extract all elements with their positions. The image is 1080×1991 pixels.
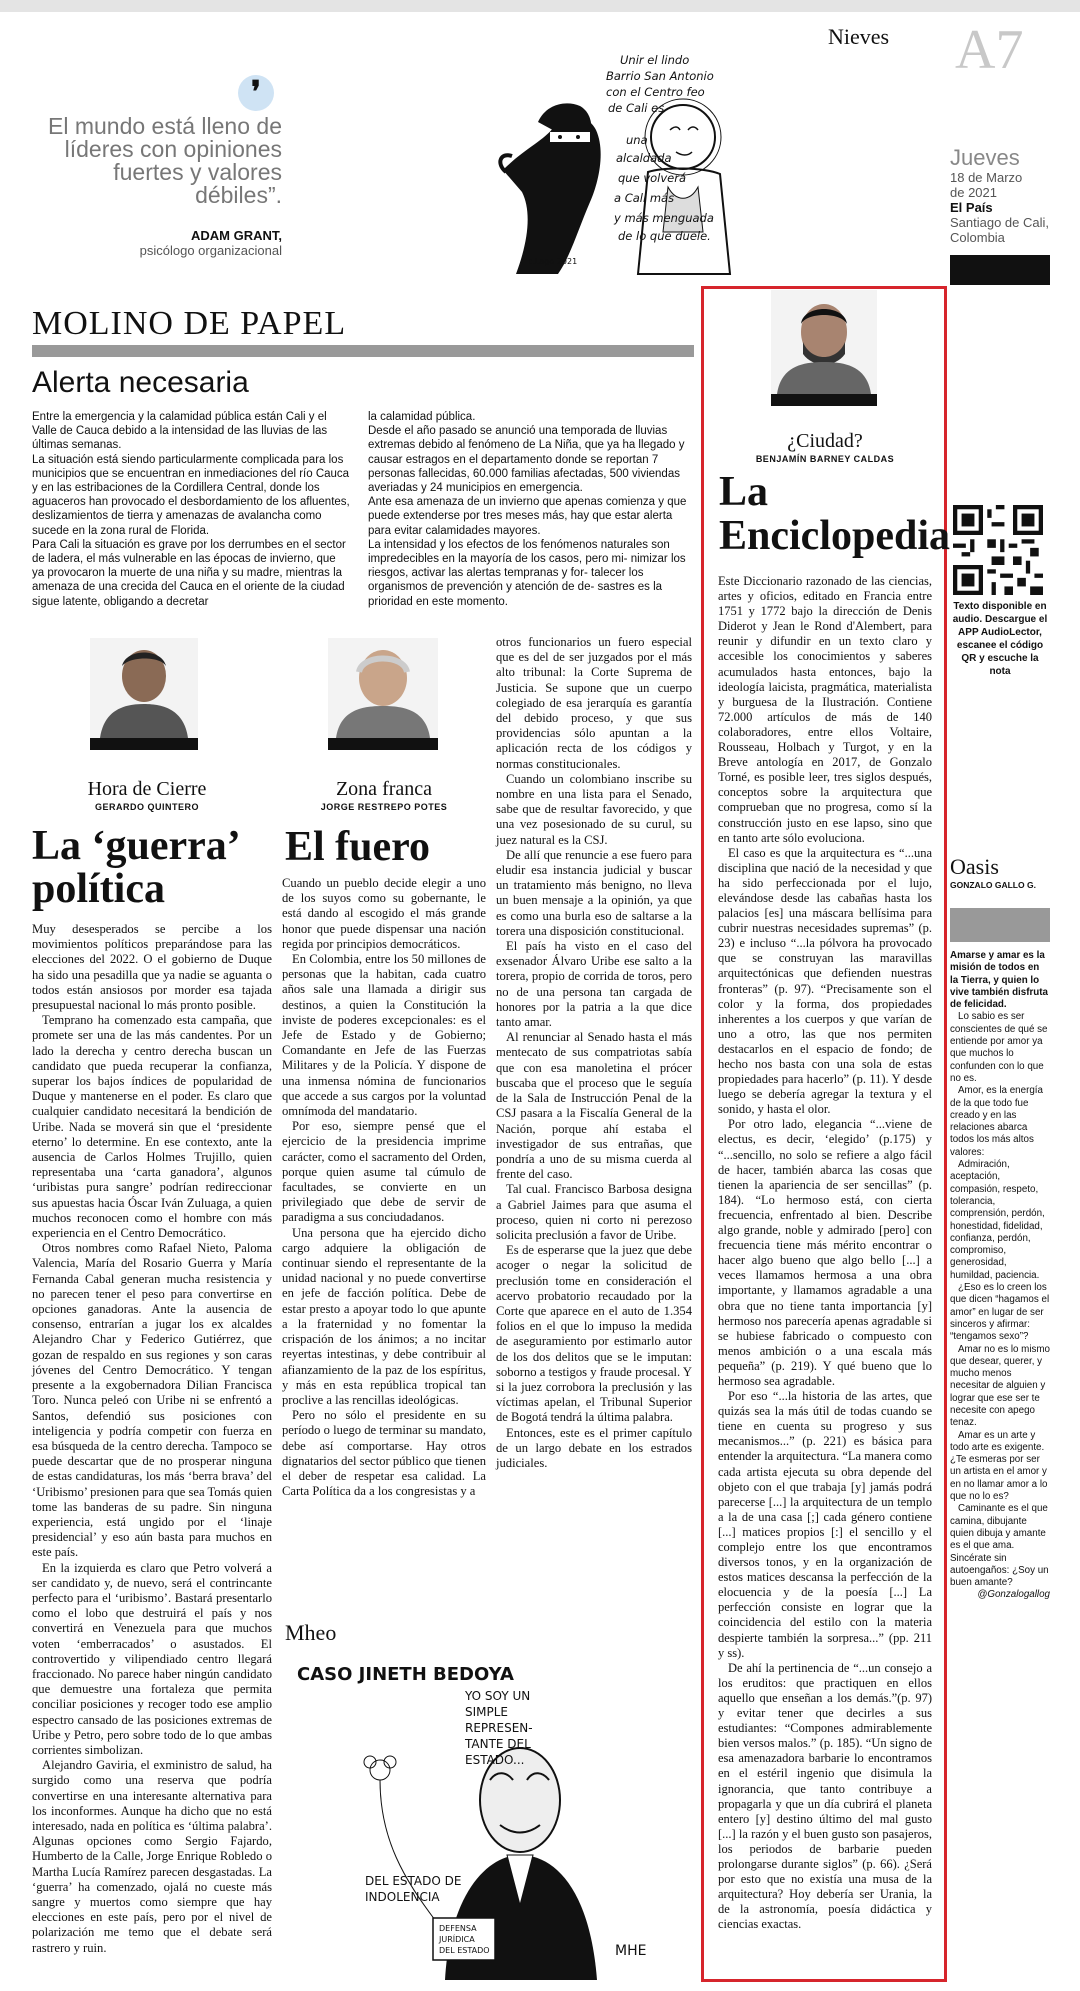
- column-author: BENJAMÍN BARNEY CALDAS: [755, 454, 895, 464]
- cartoon-line: Unir el lindo: [620, 53, 690, 67]
- quote-text: El mundo está lleno de líderes con opiniones fuertes y valores débiles”.: [48, 113, 282, 208]
- column-headline: El fuero: [285, 824, 431, 870]
- column-body: Este Diccionario razonado de las ciencias, artes y oficios, editado en Francia entre 1751 y 1772 bajo la dirección de Denis Diderot y Jean le Rond d'Alembert, para reunir y difundir en un texto claro y accesible los conocimientos y saberes acumulados hasta entonces, bajo la ideología laicista, pragmática, materialista y burguesa de la Ilustración. Contiene 72.000 artículos de más de 140 colaboradores, entre ellos Voltaire, Rousseau, Holbach y Turgot, y en la Breve antología en 2017, de Gonzalo Torné, es posible leer, tres siglos después, conceptos sobre la arquitectura que comprueban que no progresa, como sí la construcción justo en ese lapso, sino que en tanto arte sólo evoluciona. El caso es que la arquitectura es “...una disciplina que nació de la necesidad y que ha sido perfeccionada por el lujo, elevándose desde las cabañas hasta los palacios [es] una máscara bellísima para cubrir nuestras necesidades supremas” (p. 23) e incluso “...la pólvora ha provocado que se construyan las maravillas arquitectónicas que defienden nuestras fronteras” (p. 97). “Precisamente son el color y la forma, dos propiedades inherentes a los cuerpos y que varían de uno a otro, las que nos permiten destacarlos en el espacio de fondo; de hecho nos basta con una sola de estas propiedades para hacerlo” (p. 11). Y desde luego se debería agregar la textura y el sonido, y hasta el olor. Por otro lado, elegancia “...viene de electus, es decir, ‘elegido’ (p.175) y “...sencillo, no solo se refiere a algo fácil de hacer, también abarca las cosas que tienen la apariencia de ser sencillas” (p. 184). “Lo hermoso está, con cierta frecuencia, enfrentado al bien. Describe algo grande, noble y admirado [pero] con frecuencia tiene más mérito encontrar o hacer algo bueno que algo bello [...] a veces llamamos hermosa a una obra importante, y llamamos agradable a una obra que no tiene tanta importancia [y] hermoso nos parecería apenas agradable si se hubiese fabricado o compuesto con menos ambición o a una escala más pequeña” (p. 219). Y qué bueno que lo hermoso sea agradable. Por eso “...la historia de las artes, que quizás sea la más útil de todas cuando se tiene en cuenta su progreso y sus mecanismos...” (p. 221) es básica para entender la arquitectura. “La manera como cada artista ejecuta su obra depende del objeto con el que trabaja [y] jamás podrá parecerse [...] la arquitectura de un templo a la de una casa [;] cada género contiene [...] matices propios [:] el sencillo y el complejo entre los que encontramos diversos tonos, y en la organización de estos matices descansa la perfección de la elocuencia y de la poesía [...] La perfección consiste en lograr que la coincidencia del estilo con la materia despierte también la sorpresa...” (pp. 211 y ss). De ahí la pertinencia de “...un consejo a los eruditos: que practiquen en ellos aquello que enseñan a los demás.”(p. 97) y evitar tener que decirles a sus estudiantes: “Compones admirablemente bien versos malos.” (p. 185). “Un signo de esa amenazadora barbarie lo encontramos en el estéril ingenio que disimula la ignorancia, que tanto contribuye a propagarla y que un día cubrirá el planeta entero [y] destino último del mal gusto [...] la razón y el buen gusto son pasajeros, los periodos de barbarie pueden prolongarse durante siglos” (p. 66). ¿Será por esto que no existía una musa de la arquitectura? Hoy debería ser Urania, la de la astronomía, poesía didáctica y ciencias exactas.: [718, 574, 932, 1932]
- cartoon-line: de lo que duele.: [618, 229, 711, 243]
- oasis-body: Amarse y amar es la misión de todos en la Tierra, y quien lo vive también disfruta de felicidad. Lo sabio es ser conscientes de qué se entiende por amor ya que muchos lo confunden con lo que no es. Amor, es la energía de la que todo fue creado y en las relaciones abarca todos los más altos valores: Admiración, aceptación, compasión, respeto, tolerancia, comprensión, perdón, honestidad, fidelidad, confianza, perdón, compromiso, generosidad, humildad, paciencia. ¿Eso es lo creen los que dicen “hagamos el amor” en lugar de ser sinceros y afirmar: “tengamos sexo”? Amar no es lo mismo que desear, querer, y mucho menos necesitar de alguien y lograr que ese ser te necesite con apego tenaz. Amar es un arte y todo arte es exigente. ¿Te esmeras por ser un artista en el amor y en no llamar amor a lo que no lo es? Caminante es el que camina, dibujante quien dibuja y amante es el que ama. Sincérate sin autoengaños: ¿Soy un buen amante? @Gonzalogallog: [950, 950, 1051, 1601]
- bubble-line: YO SOY UN: [465, 1689, 531, 1703]
- editorial-cartoon: [498, 52, 788, 277]
- date-day: Jueves: [950, 145, 1020, 170]
- column-kicker: Hora de Cierre: [87, 778, 207, 800]
- column-headline: La ‘guerra’ política: [32, 823, 241, 912]
- column-body: Muy desesperados se percibe a los movimientos políticos preparándose para las elecciones del 2022. O el gobierno de Duque ha sido una pesadilla que ya nadie se aguanta o todos están ansiosos por morder esa tajada presupuestal nacional lo más pronto posible. Temprano ha comenzado esta campaña, que promete ser una de las más candentes. Por un lado la derecha y centro derecha buscan un candidato que pueda recuperar la confianza, superar los bajos índices de popularidad de Duque y mantenerse en el poder. Es claro que cualquier candidato necesitará la bendición de Uribe. Nada se moverá sin que el ‘presidente eterno’ lo determine. En ese contexto, ante la ausencia de Carlos Holmes Trujillo, quien representaba una ‘carta ganadora’, algunos ‘uribistas pura sangre’ podrían redireccionar sus apuestas hacia Óscar Iván Zuluaga, a quien muchos reconocen como el hombre con más experiencia en el Centro Democrático. Otros nombres como Rafael Nieto, Paloma Valencia, María del Rosario Guerra y María Fernanda Cabal generan mucha resistencia y no parecen tener el peso para convertirse en opciones ganadoras. Ante la ausencia de consenso, entrarían a jugar los ex alcaldes Alejandro Char y Federico Gutiérrez, que gozan de respaldo en sus regiones y son caras jóvenes del Centro Democrático. Y tengan presente a la exgobernadora Dilian Francisca Toro. Nunca peleó con Uribe ni se enfrentó a Santos, defendió sus posiciones con inteligencia y podría competir con fuerza en esa búsqueda de la centro derecha. Tampoco se puede descartar que de no prosperar ninguna de estas candidaturas, los más ‘berra brava’ del ‘Uribismo’ presionen para que sea Tomás quien tome las banderas de su padre. Sin ninguna experiencia, está ungido por el ‘linaje presidencial’ y eso aún basta para muchos en este país. En la izquierda es claro que Petro volverá a ser candidato y, de nuevo, será el contrincante perfecto para el ‘uribismo’. Bastará presentarlo como el lobo que destruirá el país y nos convertirá en Venezuela para que muchos voten ‘emberracados’ o asustados. El controvertido y vilipendiado centro llegará fraccionado. No parece haber ningún candidato que demuestre una fortaleza que permita conciliar posiciones y recoger todo ese amplio espectro cansado de las posiciones extremas de Uribe y Petro, pero sobre todo de lo que ambas corrientes simbolizan. Alejandro Gaviria, el exministro de salud, ha surgido como una reserva que podría convertirse en una interesante alternativa para los inconformes. Aunque ha dicho que no está interesado, nada en política es ‘última palabra’. Algunas opciones como Sergio Fajardo, Humberto de la Calle, Jorge Enrique Robledo o Martha Lucía Ramírez parecen desgastadas. La ‘guerra’ ha comenzado, ojalá no cueste más sangre y muertos como siempre que hay elecciones en este país, pero por el nivel de polarización me temo que el debate será rastrero y ruin.: [32, 922, 272, 1955]
- oasis-bar: [950, 908, 1050, 942]
- cartoon-line: y más menguada: [614, 211, 714, 225]
- sign-text: DEFENSA: [439, 1924, 477, 1933]
- top-strip: [0, 0, 1080, 12]
- oasis-author: GONZALO GALLO G.: [950, 880, 1036, 890]
- quote-icon: ❜: [238, 75, 274, 111]
- sign-text: JURÍDICA: [439, 1935, 475, 1944]
- section-title: MOLINO DE PAPEL: [32, 305, 347, 342]
- column-kicker: ¿Ciudad?: [787, 430, 863, 452]
- author-photo: [90, 638, 198, 750]
- column-author: GERARDO QUINTERO: [94, 802, 199, 812]
- quote-author: ADAM GRANT,: [191, 228, 282, 243]
- sign-text: DEL ESTADO: [439, 1946, 490, 1955]
- cartoon-line: Barrio San Antonio: [606, 69, 714, 83]
- date-block: 18 de Marzo de 2021 El País Santiago de Cali, Colombia: [950, 170, 1050, 245]
- cartoon-signature: c.Lago 2021: [528, 257, 578, 266]
- author-photo: [328, 638, 438, 750]
- date-bar: [950, 255, 1050, 285]
- cartoon-title: CASO JINETH BEDOYA: [297, 1664, 514, 1685]
- editorial-title: Alerta necesaria: [32, 366, 249, 399]
- cartoon-line: que volverá: [618, 171, 687, 185]
- cartoon-line: una: [626, 133, 648, 147]
- column-body: otros funcionarios un fuero especial que es del de ser juzgados por el más alto tribunal: la Corte Suprema de Justicia. Se supone que un cuerpo colegiado de esa jerarquía es garantía del debido proceso, y que sus providencias sólo apuntan a la aplicación recta de los códigos y normas constitucionales. Cuando un colombiano inscribe su nombre en una lista para el Senado, sabe que de resultar favorecido, y que una vez posesionado de su curul, su juez natural es la CSJ. De allí que renuncie a ese fuero para eludir esa instancia judicial y buscar un tratamiento más benigno, no lleva un buen mensaje a la opinión, ya que es como una burla eso de saltarse a la torera una disposición constitucional. El país ha visto en el caso del exsenador Álvaro Uribe ese salto a la torera, propio de corrida de toros, pero no de una persona tan cargada de honores por la patria a la que dice tanto amar. Al renunciar al Senado hasta el más mentecato de sus compatriotas sabía que con esa manoletina el prócer buscaba que el proceso que le seguía de la Sala de Instrucción Penal de la CSJ pasara a la Fiscalía General de la Nación, porque ahí estaba el investigador de sus entrañas, que pondría a uno de su misma cuerda al frente del caso. Tal cual. Francisco Barbosa designa a Gabriel Jaimes para que asuma el proceso, quien ni corto ni perezoso solicita preclusión a favor de Uribe. Es de esperarse que la juez que debe acoger o negar la solicitud de preclusión tome en consideración el acervo probatorio recaudado por la Corte que aparece en el auto de 1.354 folios en el que lo impuso la medida de aseguramiento por estimarlo autor de los dos delitos que se le imputan: soborno a testigos y fraude procesal. Y si la juez corrobora la preclusión y las víctimas apelan, el Tribunal Superior de Bogotá tendrá la última palabra. Entonces, este es el primer capítulo de un largo debate en los estrados judiciales.: [496, 635, 692, 1470]
- qr-caption: Texto disponible en audio. Descargue el APP AudioLector, escanee el código QR y escuche la nota: [952, 601, 1048, 677]
- bubble-line: ESTADO...: [465, 1753, 525, 1767]
- author-photo: [771, 290, 877, 406]
- bubble-line: REPRESEN-: [465, 1721, 533, 1735]
- editorial-right: la calamidad pública. Desde el año pasado se anunció una temporada de lluvias extremas debido al fenómeno de La Niña, que ya ha llegado y causar estragos en el departamento donde se reportan 7 personas fallecidas, 60.000 familias afectadas, 500 viviendas averiadas y 24 municipios en emergencia. Ante esa amenaza de un invierno que apenas comienza y que puede extenderse por tres meses más, hay que estar alerta para evitar calamidades mayores. La intensidad y los efectos de los fenómenos naturales son impredecibles en la mayoría de los casos, pero mi- nimizar los riesgos, activar las alertas tempranas y for- talecer los organismos de prevención y atención de de- sastres es la prioridad en este momento.: [368, 411, 687, 608]
- cartoon-line: de Cali es: [608, 101, 665, 115]
- cartoon-line: alcaldada: [616, 151, 672, 165]
- cartoon-caption: DEL ESTADO DE: [365, 1874, 462, 1888]
- section-name: Nieves: [828, 24, 890, 49]
- political-cartoon: [285, 1650, 685, 1980]
- cartoonist-name: Mheo: [285, 1620, 337, 1645]
- column-headline: La Enciclopedia: [719, 469, 951, 559]
- cartoon-line: a Cali más: [614, 191, 675, 205]
- editorial-left: Entre la emergencia y la calamidad pública están Cali y el Valle de Cauca debido a la intensidad de las lluvias de las últimas semanas. La situación está siendo particularmente complicada para los municipios que se encuentran en inmediaciones del río Cauca y en las estribaciones de la Cordillera Central, donde los aguaceros han provocado el desbordamiento de los afluentes, deslizamientos de tierra y amenazas de avalancha como sucede en la zona rural de Florida. Para Cali la situación es grave por los derrumbes en el sector de ladera, el más vulnerable en las épocas de invierno, que ya provocaron la muerte de una niña y su madre, mientras la amenaza de una crecida del Cauca en el oriente de la ciudad sigue latente, obligando a decretar: [32, 411, 350, 608]
- cartoon-signature: MHE: [615, 1943, 647, 1959]
- section-rule: [32, 345, 694, 357]
- column-author: JORGE RESTREPO POTES: [320, 802, 448, 812]
- quote-role: psicólogo organizacional: [139, 243, 282, 258]
- oasis-title: Oasis: [950, 854, 999, 879]
- bubble-line: TANTE DEL: [465, 1737, 531, 1751]
- qr-code[interactable]: [953, 505, 1043, 595]
- page-number: A7: [955, 19, 1024, 81]
- column-body: Cuando un pueblo decide elegir a uno de los suyos como su gobernante, le está dando al escogido el más grande honor que puede dispensar una nación regida por principios democráticos. En Colombia, entre los 50 millones de personas que la habitan, cada cuatro años sale una llamada a dirigir sus destinos, a quien la Constitución la inviste de poderes excepcionales: es el Jefe de Estado y de Gobierno; Comandante en Jefe de las Fuerzas Militares y de la Policía. Y dispone de una inmensa nómina de funcionarios que accede a sus cargos por la voluntad omnímoda del mandatario. Por eso, siempre pensé que el ejercicio de la presidencia imprime carácter, como el sacramento del Orden, porque quien asume tal cúmulo de facultades, se convierte en un privilegiado que debe de servir de paradigma a sus conciudadanos. Una persona que ha ejercido dicho cargo adquiere la obligación de continuar siendo el representante de la unidad nacional y no puede convertirse en jefe de facción política. Debe de estar presto a apoyar todo lo que apunte a la fraternidad y no fomentar la crispación de los ánimos; a no incitar reyertas intestinas, y debe contribuir al afianzamiento de la paz de los espíritus, y más en esta república tropical tan proclive a las rencillas ideológicas. Pero no sólo el presidente en su período o luego de terminar su mandato, debe así comportarse. Hay otros dignatarios del sector público que tienen el deber de respetar esa calidad. La Carta Política da a los congresistas y a: [282, 876, 486, 1499]
- cartoon-caption: INDOLENCIA: [365, 1890, 440, 1904]
- bubble-line: SIMPLE: [465, 1705, 509, 1719]
- column-kicker: Zona franca: [335, 778, 433, 800]
- cartoon-line: con el Centro feo: [606, 85, 705, 99]
